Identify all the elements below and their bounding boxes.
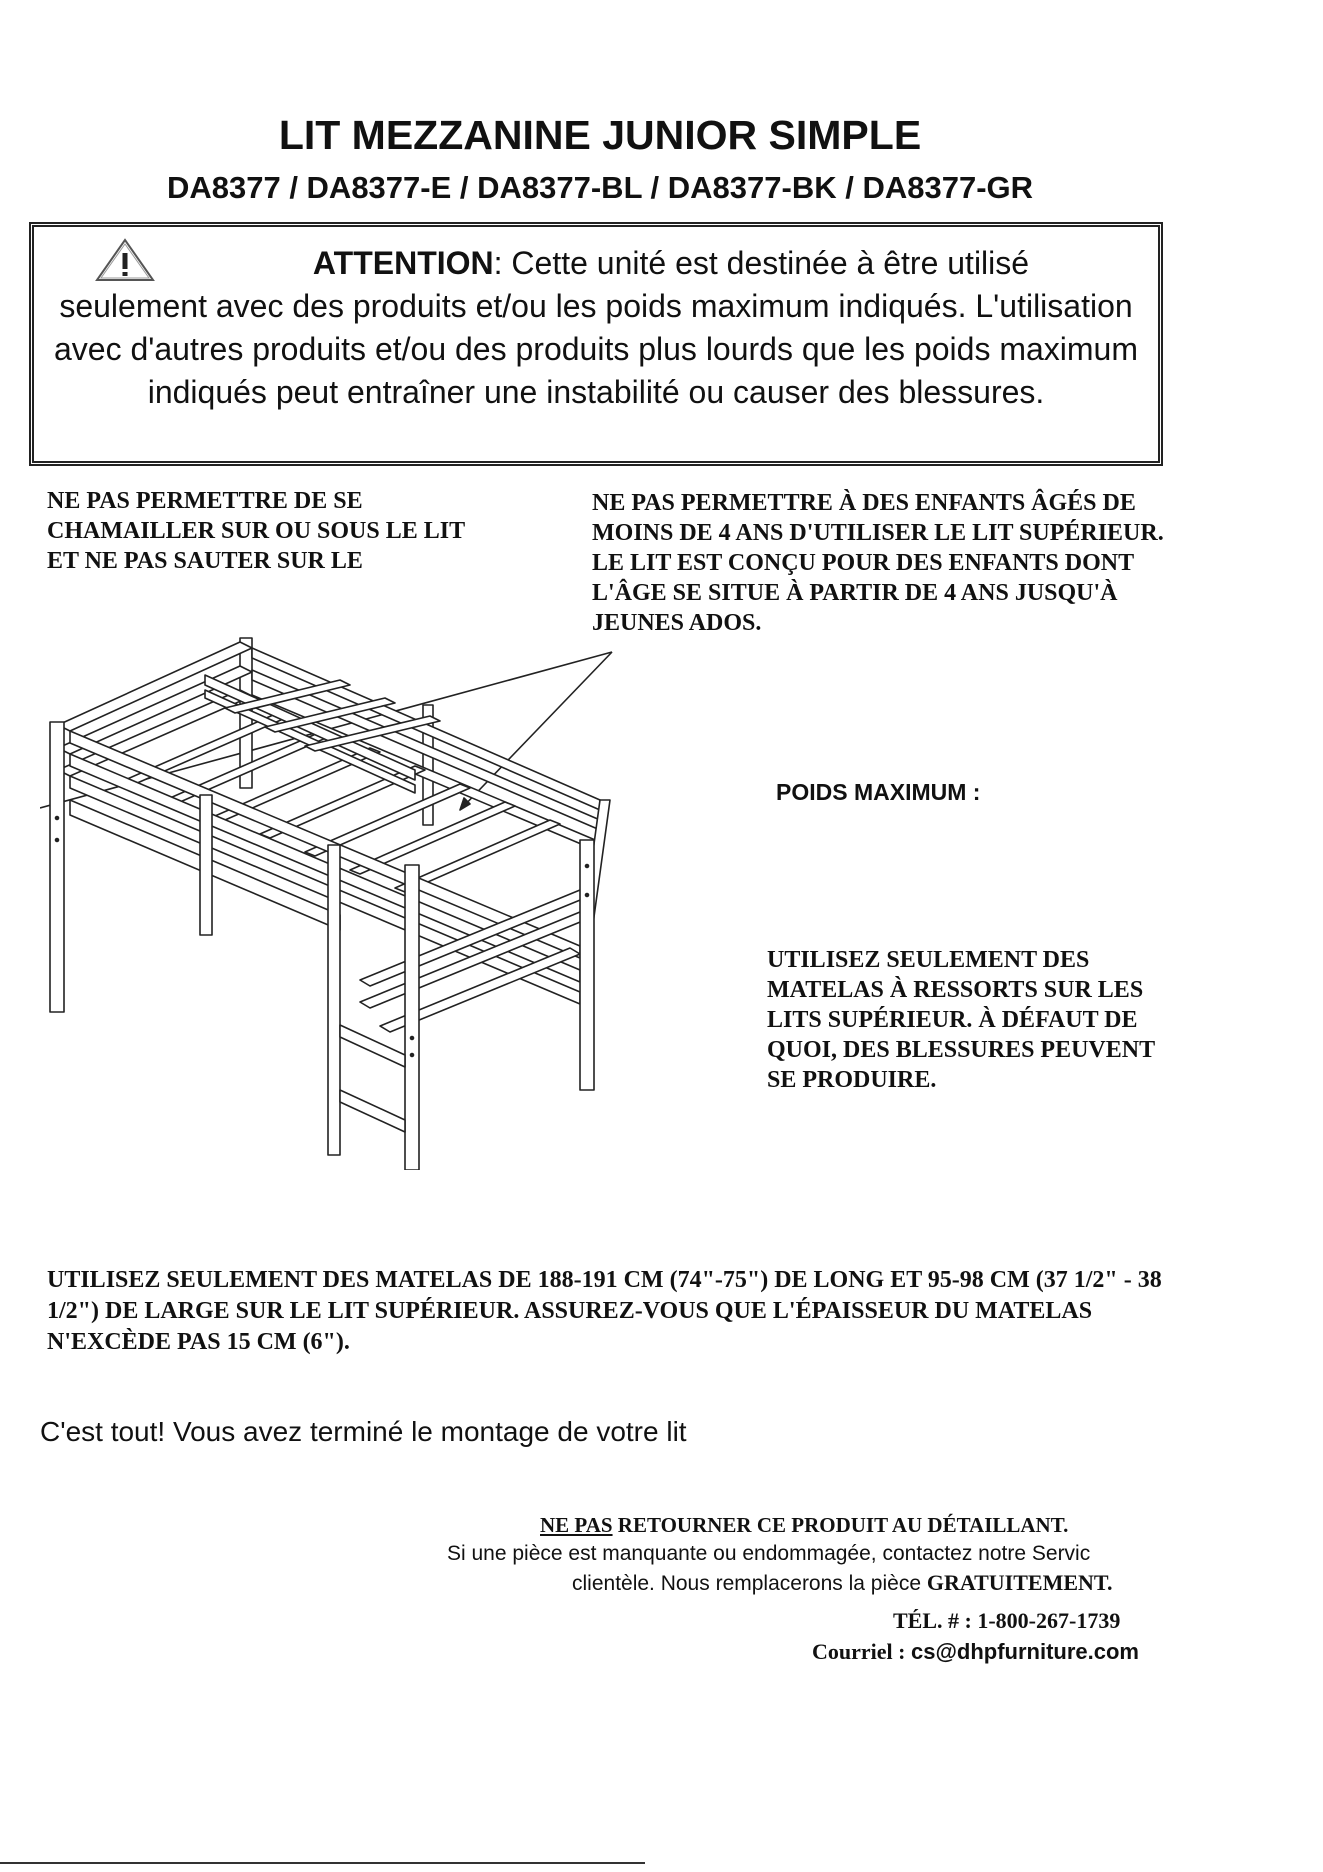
max-weight-label: POIDS MAXIMUM : bbox=[776, 779, 981, 805]
document-title: LIT MEZZANINE JUNIOR SIMPLE bbox=[278, 112, 922, 158]
phone-number: TÉL. # : 1-800-267-1739 bbox=[893, 1608, 1121, 1633]
replacement-text bbox=[572, 1570, 1112, 1596]
attention-body: seulement avec des produits et/ou les poids maximum indiqués. L'utilisation avec d'autres produits et/ou des produits plus lourds que les poids maximum indiqués peut entraîner une instabilité ou causer des blessures. bbox=[53, 288, 1138, 410]
note-mattress-size: UTILISEZ SEULEMENT DES MATELAS DE 188-191 CM (74"-75") DE LONG ET 95-98 CM (37 1/2" - 38 1/2") DE LARGE SUR LE LIT SUPÉRIEUR. ASSUREZ-VOUS QUE L'ÉPAISSEUR DU MATELAS N'EXCÈDE PAS 15 CM (6"). bbox=[47, 1267, 1162, 1355]
replacement-text-main: clientèle. Nous remplacerons la pièce bbox=[572, 1572, 927, 1595]
email-line bbox=[812, 1639, 1139, 1665]
no-return-notice bbox=[540, 1513, 1068, 1538]
email-label: Courriel : bbox=[812, 1639, 911, 1664]
loft-bed-illustration bbox=[40, 630, 640, 1170]
no-return-rest: RETOURNER CE PRODUIT AU DÉTAILLANT. bbox=[612, 1513, 1069, 1537]
free-label: GRATUITEMENT. bbox=[926, 1570, 1113, 1595]
attention-box bbox=[29, 222, 1163, 466]
note-age-warning: NE PAS PERMETTRE À DES ENFANTS ÂGÉS DE MOINS DE 4 ANS D'UTILISER LE LIT SUPÉRIEUR. LE LIT EST CONÇU POUR DES ENFANTS DONT L'ÂGE SE SITUE À PARTIR DE 4 ANS JUSQU'À JEUNES ADOS. bbox=[592, 490, 1164, 636]
model-numbers: DA8377 / DA8377-E / DA8377-BL / DA8377-BK / DA8377-GR bbox=[166, 170, 1034, 205]
note-spring-mattress: UTILISEZ SEULEMENT DES MATELAS À RESSORTS SUR LES LITS SUPÉRIEUR. À DÉFAUT DE QUOI, DES BLESSURES PEUVENT SE PRODUIRE. bbox=[767, 947, 1155, 1093]
completion-text: C'est tout! Vous avez terminé le montage de votre lit bbox=[40, 1416, 687, 1447]
no-return-underlined: NE PAS bbox=[540, 1513, 613, 1537]
attention-label: ATTENTION bbox=[312, 245, 494, 281]
missing-part-text: Si une pièce est manquante ou endommagée, contactez notre Servic bbox=[447, 1542, 1091, 1565]
attention-line1: : Cette unité est destinée à être utilisé bbox=[493, 245, 1030, 281]
note-no-roughhousing: NE PAS PERMETTRE DE SE CHAMAILLER SUR OU SOUS LE LIT ET NE PAS SAUTER SUR LE bbox=[47, 488, 465, 574]
email-link[interactable]: cs@dhpfurniture.com bbox=[910, 1639, 1139, 1664]
footer-rule bbox=[0, 1862, 645, 1864]
